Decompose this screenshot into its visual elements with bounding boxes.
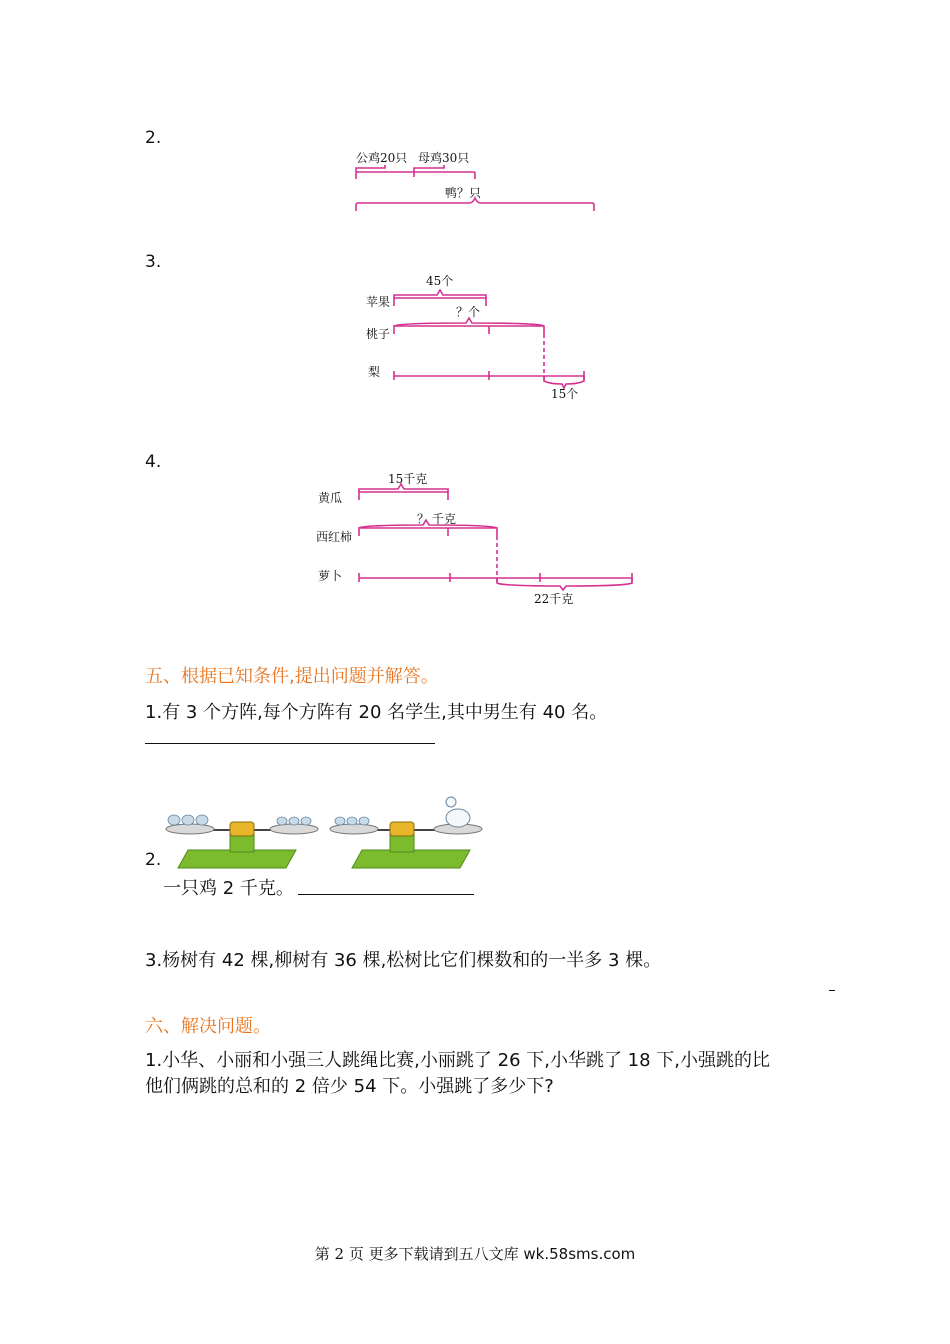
label-radish: 萝卜 bbox=[318, 569, 343, 583]
diagram-4-number: 4. bbox=[145, 452, 162, 472]
section-6-heading: 六、解决问题。 bbox=[145, 1016, 271, 1037]
label-peach: 桃子 bbox=[366, 327, 391, 341]
left-balance-scale bbox=[166, 815, 318, 868]
section-6-question-1-line-1: 1.小华、小丽和小强三人跳绳比赛,小丽跳了 26 下,小华跳了 18 下,小强跳的比 bbox=[145, 1050, 771, 1071]
section-5-question-3: 3.杨树有 42 棵,柳树有 36 棵,松树比它们棵数和的一半多 3 棵。 bbox=[145, 950, 662, 971]
label-rooster: 公鸡20只 bbox=[356, 151, 408, 165]
label-pear: 梨 bbox=[368, 365, 381, 379]
label-duck: 鸭？只 bbox=[445, 186, 482, 200]
label-radish-diff: 22千克 bbox=[534, 592, 574, 606]
label-cucumber-weight: 15千克 bbox=[388, 472, 428, 486]
label-cucumber: 黄瓜 bbox=[318, 491, 343, 505]
label-tomato-unknown: ？ bbox=[417, 512, 430, 526]
section-5-heading: 五、根据已知条件,提出问题并解答。 bbox=[145, 666, 439, 687]
line-diagram-fruits bbox=[360, 268, 600, 408]
page-footer bbox=[0, 1243, 950, 1264]
label-pear-diff: 15个 bbox=[551, 387, 579, 401]
answer-line-2 bbox=[298, 894, 474, 895]
answer-line-1 bbox=[145, 743, 435, 744]
line-diagram-vegetables bbox=[310, 466, 650, 614]
footer-text: 第 2 页 更多下载请到五八文库 bbox=[314, 1245, 519, 1263]
balance-scales-illustration bbox=[158, 790, 498, 870]
label-apple: 苹果 bbox=[366, 295, 391, 309]
label-hen: 母鸡30只 bbox=[418, 151, 470, 165]
label-tomato-unit: 千克 bbox=[432, 512, 457, 526]
label-peach-unknown: ？个 bbox=[456, 305, 481, 319]
section-5-question-1: 1.有 3 个方阵,每个方阵有 20 名学生,其中男生有 40 名。 bbox=[145, 702, 608, 723]
small-dash-mark bbox=[829, 990, 835, 991]
right-balance-scale bbox=[330, 797, 482, 868]
section-5-question-2-text: 一只鸡 2 千克。 bbox=[163, 878, 294, 899]
footer-url[interactable]: wk.58sms.com bbox=[523, 1245, 636, 1263]
diagram-2-number: 2. bbox=[145, 128, 162, 148]
line-diagram-chickens-ducks bbox=[340, 145, 610, 220]
brace-rooster-hen bbox=[356, 172, 475, 179]
label-tomato: 西红柿 bbox=[316, 530, 353, 544]
diagram-3-number: 3. bbox=[145, 252, 162, 272]
label-apple-count: 45个 bbox=[426, 274, 454, 288]
section-5-question-2-number: 2. bbox=[145, 850, 162, 870]
section-6-question-1-line-2: 他们俩跳的总和的 2 倍少 54 下。小强跳了多少下? bbox=[145, 1076, 554, 1097]
